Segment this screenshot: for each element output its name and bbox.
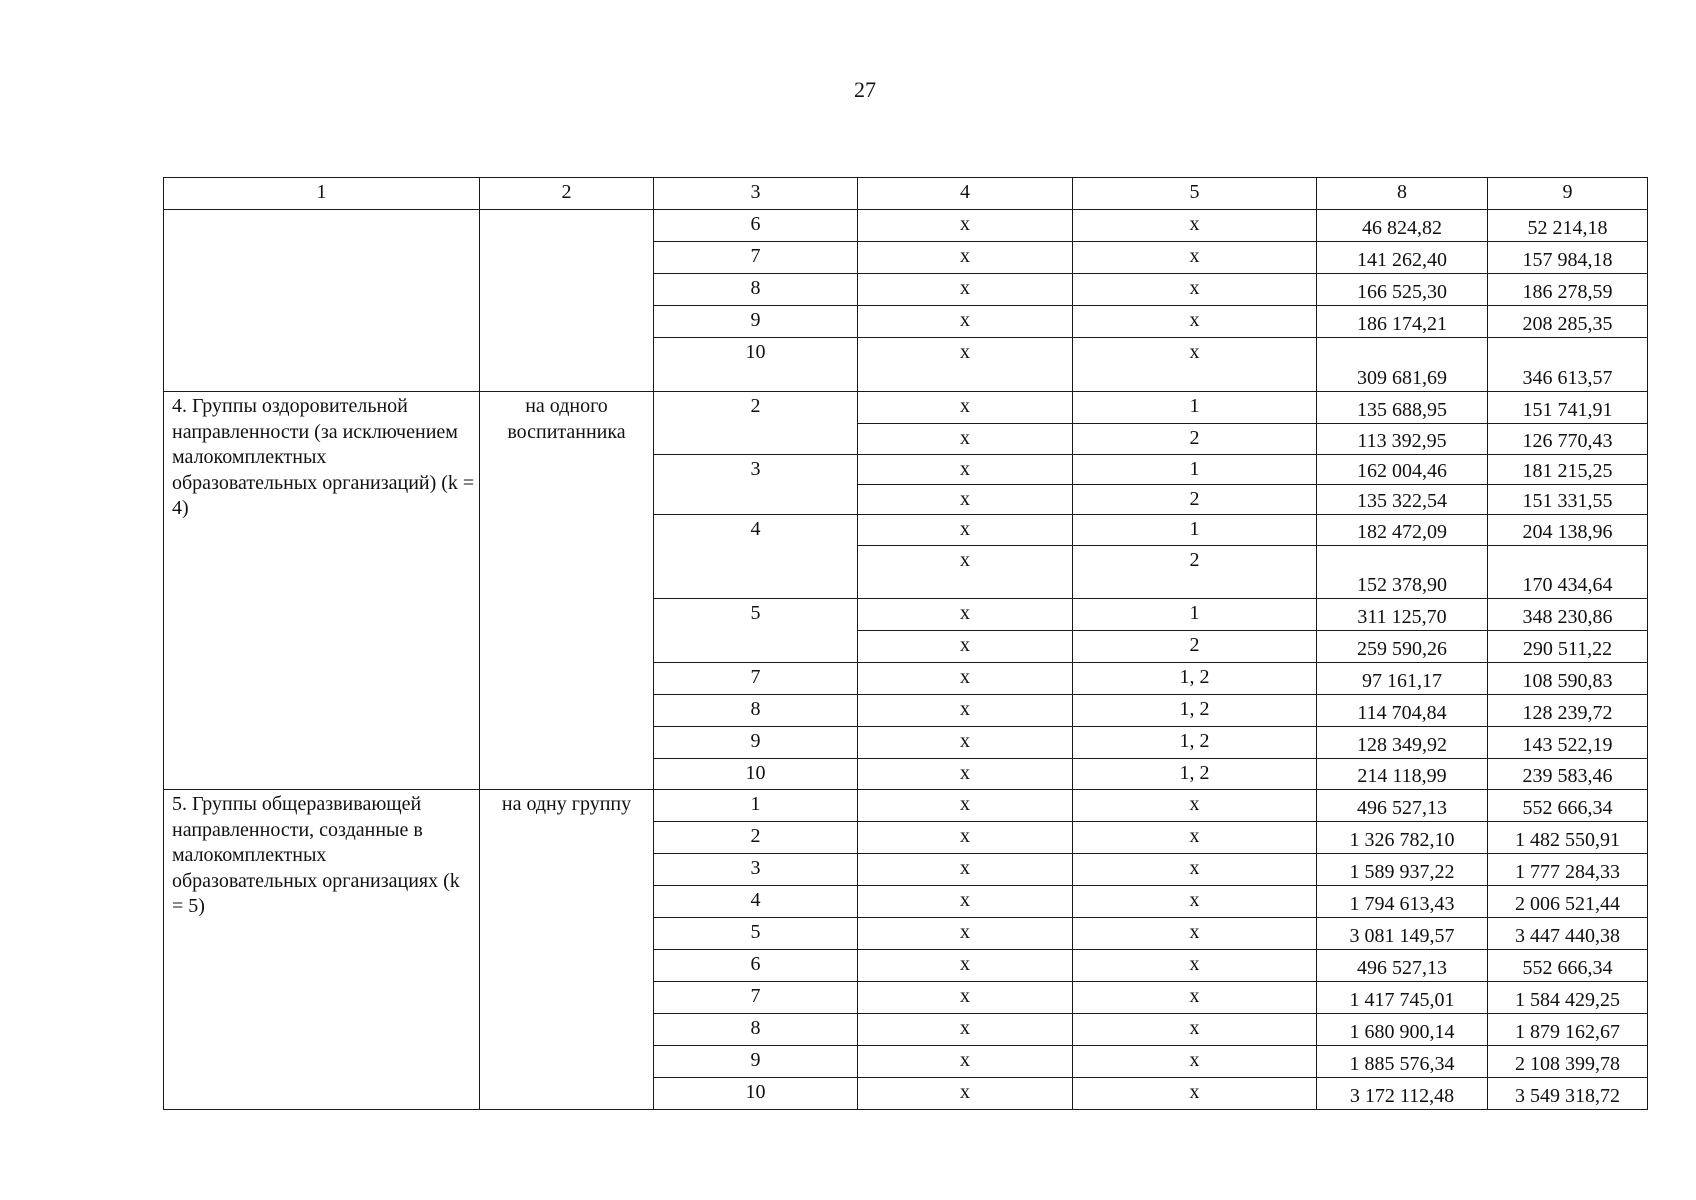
- mark-cell: x: [858, 886, 1073, 918]
- unit-cell: на одну группу: [480, 790, 654, 1110]
- mode-cell: x: [1073, 1078, 1317, 1110]
- age-group-cell: 6: [654, 210, 858, 242]
- column-number-header: 4: [858, 178, 1073, 210]
- value-col9-cell: 151 331,55: [1488, 485, 1648, 515]
- mode-cell: x: [1073, 306, 1317, 338]
- value-col8-cell: 162 004,46: [1317, 455, 1488, 485]
- mode-cell: 1: [1073, 599, 1317, 631]
- mark-cell: x: [858, 455, 1073, 485]
- value-col9-cell: 151 741,91: [1488, 392, 1648, 424]
- value-col9-cell: 2 108 399,78: [1488, 1046, 1648, 1078]
- mode-cell: 1: [1073, 515, 1317, 546]
- value-col8-cell: 113 392,95: [1317, 424, 1488, 455]
- mode-cell: 1, 2: [1073, 695, 1317, 727]
- age-group-cell: 1: [654, 790, 858, 822]
- value-col9-cell: 52 214,18: [1488, 210, 1648, 242]
- age-group-cell: 9: [654, 306, 858, 338]
- mode-cell: 1, 2: [1073, 727, 1317, 759]
- page-number: 27: [854, 77, 876, 102]
- mode-cell: x: [1073, 338, 1317, 392]
- column-number-header: 8: [1317, 178, 1488, 210]
- age-group-cell: 10: [654, 759, 858, 790]
- value-col9-cell: 3 549 318,72: [1488, 1078, 1648, 1110]
- age-group-cell: 8: [654, 1014, 858, 1046]
- value-col9-cell: 1 879 162,67: [1488, 1014, 1648, 1046]
- column-number-header: 9: [1488, 178, 1648, 210]
- group-name-cell: 4. Группы оздоровительной направленности (за исключением малокомплектных образовательных организаций) (k = 4): [164, 392, 480, 790]
- mode-cell: 1, 2: [1073, 759, 1317, 790]
- value-col9-cell: 2 006 521,44: [1488, 886, 1648, 918]
- value-col8-cell: 166 525,30: [1317, 274, 1488, 306]
- mark-cell: x: [858, 485, 1073, 515]
- mark-cell: x: [858, 663, 1073, 695]
- column-number-header-row: [164, 178, 1648, 210]
- mode-cell: x: [1073, 854, 1317, 886]
- value-col9-cell: 157 984,18: [1488, 242, 1648, 274]
- mode-cell: x: [1073, 822, 1317, 854]
- value-col8-cell: 309 681,69: [1317, 338, 1488, 392]
- mark-cell: x: [858, 790, 1073, 822]
- value-col8-cell: 1 885 576,34: [1317, 1046, 1488, 1078]
- age-group-cell: 5: [654, 918, 858, 950]
- age-group-cell: 8: [654, 274, 858, 306]
- value-col8-cell: 3 081 149,57: [1317, 918, 1488, 950]
- mode-cell: 2: [1073, 485, 1317, 515]
- value-col8-cell: 46 824,82: [1317, 210, 1488, 242]
- age-group-cell: 7: [654, 663, 858, 695]
- age-group-cell: 10: [654, 1078, 858, 1110]
- value-col8-cell: 214 118,99: [1317, 759, 1488, 790]
- value-col9-cell: 239 583,46: [1488, 759, 1648, 790]
- age-group-cell: 4: [654, 515, 858, 599]
- mark-cell: x: [858, 759, 1073, 790]
- value-col8-cell: 1 326 782,10: [1317, 822, 1488, 854]
- mode-cell: 2: [1073, 631, 1317, 663]
- mode-cell: x: [1073, 1046, 1317, 1078]
- age-group-cell: 7: [654, 982, 858, 1014]
- mark-cell: x: [858, 1046, 1073, 1078]
- mode-cell: 1, 2: [1073, 663, 1317, 695]
- value-col9-cell: 181 215,25: [1488, 455, 1648, 485]
- value-col8-cell: 152 378,90: [1317, 546, 1488, 599]
- mark-cell: x: [858, 515, 1073, 546]
- mark-cell: x: [858, 631, 1073, 663]
- value-col9-cell: 186 278,59: [1488, 274, 1648, 306]
- value-col8-cell: 141 262,40: [1317, 242, 1488, 274]
- mark-cell: x: [858, 306, 1073, 338]
- table-row: [164, 392, 1648, 424]
- mode-cell: x: [1073, 918, 1317, 950]
- mode-cell: x: [1073, 242, 1317, 274]
- value-col9-cell: 1 584 429,25: [1488, 982, 1648, 1014]
- age-group-cell: 7: [654, 242, 858, 274]
- value-col8-cell: 311 125,70: [1317, 599, 1488, 631]
- table-row: [164, 790, 1648, 822]
- value-col8-cell: 97 161,17: [1317, 663, 1488, 695]
- value-col8-cell: 1 794 613,43: [1317, 886, 1488, 918]
- value-col8-cell: 1 680 900,14: [1317, 1014, 1488, 1046]
- mark-cell: x: [858, 392, 1073, 424]
- age-group-cell: 9: [654, 727, 858, 759]
- unit-cell: на одного воспитанника: [480, 392, 654, 790]
- value-col8-cell: 3 172 112,48: [1317, 1078, 1488, 1110]
- mark-cell: x: [858, 1078, 1073, 1110]
- value-col9-cell: 1 777 284,33: [1488, 854, 1648, 886]
- mode-cell: x: [1073, 950, 1317, 982]
- mark-cell: x: [858, 599, 1073, 631]
- value-col8-cell: 114 704,84: [1317, 695, 1488, 727]
- group-name-cell: 5. Группы общеразвивающей направленности, созданные в малокомплектных образовательных организациях (k = 5): [164, 790, 480, 1110]
- value-col9-cell: 204 138,96: [1488, 515, 1648, 546]
- mode-cell: 1: [1073, 455, 1317, 485]
- value-col9-cell: 552 666,34: [1488, 950, 1648, 982]
- mode-cell: x: [1073, 210, 1317, 242]
- value-col9-cell: 3 447 440,38: [1488, 918, 1648, 950]
- age-group-cell: 2: [654, 392, 858, 455]
- mark-cell: x: [858, 242, 1073, 274]
- mode-cell: x: [1073, 790, 1317, 822]
- group-name-cell: [164, 210, 480, 392]
- column-number-header: 3: [654, 178, 858, 210]
- age-group-cell: 9: [654, 1046, 858, 1078]
- value-col8-cell: 1 589 937,22: [1317, 854, 1488, 886]
- column-number-header: 5: [1073, 178, 1317, 210]
- mode-cell: x: [1073, 982, 1317, 1014]
- column-number-header: 2: [480, 178, 654, 210]
- mark-cell: x: [858, 210, 1073, 242]
- mark-cell: x: [858, 424, 1073, 455]
- value-col8-cell: 135 688,95: [1317, 392, 1488, 424]
- value-col9-cell: 1 482 550,91: [1488, 822, 1648, 854]
- age-group-cell: 3: [654, 854, 858, 886]
- value-col9-cell: 552 666,34: [1488, 790, 1648, 822]
- value-col8-cell: 259 590,26: [1317, 631, 1488, 663]
- value-col9-cell: 126 770,43: [1488, 424, 1648, 455]
- value-col9-cell: 208 285,35: [1488, 306, 1648, 338]
- column-number-header: 1: [164, 178, 480, 210]
- mode-cell: x: [1073, 274, 1317, 306]
- value-col9-cell: 348 230,86: [1488, 599, 1648, 631]
- age-group-cell: 10: [654, 338, 858, 392]
- value-col8-cell: 128 349,92: [1317, 727, 1488, 759]
- mark-cell: x: [858, 950, 1073, 982]
- unit-cell: [480, 210, 654, 392]
- mark-cell: x: [858, 982, 1073, 1014]
- value-col8-cell: 182 472,09: [1317, 515, 1488, 546]
- mark-cell: x: [858, 546, 1073, 599]
- mark-cell: x: [858, 695, 1073, 727]
- mark-cell: x: [858, 727, 1073, 759]
- value-col9-cell: 108 590,83: [1488, 663, 1648, 695]
- age-group-cell: 4: [654, 886, 858, 918]
- mark-cell: x: [858, 822, 1073, 854]
- mark-cell: x: [858, 854, 1073, 886]
- value-col8-cell: 135 322,54: [1317, 485, 1488, 515]
- value-col8-cell: 496 527,13: [1317, 950, 1488, 982]
- age-group-cell: 8: [654, 695, 858, 727]
- mode-cell: 1: [1073, 392, 1317, 424]
- value-col9-cell: 128 239,72: [1488, 695, 1648, 727]
- age-group-cell: 5: [654, 599, 858, 663]
- age-group-cell: 6: [654, 950, 858, 982]
- mode-cell: x: [1073, 886, 1317, 918]
- value-col9-cell: 170 434,64: [1488, 546, 1648, 599]
- mark-cell: x: [858, 338, 1073, 392]
- mode-cell: x: [1073, 1014, 1317, 1046]
- mode-cell: 2: [1073, 424, 1317, 455]
- value-col9-cell: 143 522,19: [1488, 727, 1648, 759]
- value-col9-cell: 346 613,57: [1488, 338, 1648, 392]
- mark-cell: x: [858, 918, 1073, 950]
- value-col8-cell: 496 527,13: [1317, 790, 1488, 822]
- data-table: [163, 177, 1648, 1110]
- value-col8-cell: 1 417 745,01: [1317, 982, 1488, 1014]
- mark-cell: x: [858, 274, 1073, 306]
- age-group-cell: 2: [654, 822, 858, 854]
- table-row: [164, 210, 1648, 242]
- mode-cell: 2: [1073, 546, 1317, 599]
- age-group-cell: 3: [654, 455, 858, 515]
- mark-cell: x: [858, 1014, 1073, 1046]
- value-col8-cell: 186 174,21: [1317, 306, 1488, 338]
- value-col9-cell: 290 511,22: [1488, 631, 1648, 663]
